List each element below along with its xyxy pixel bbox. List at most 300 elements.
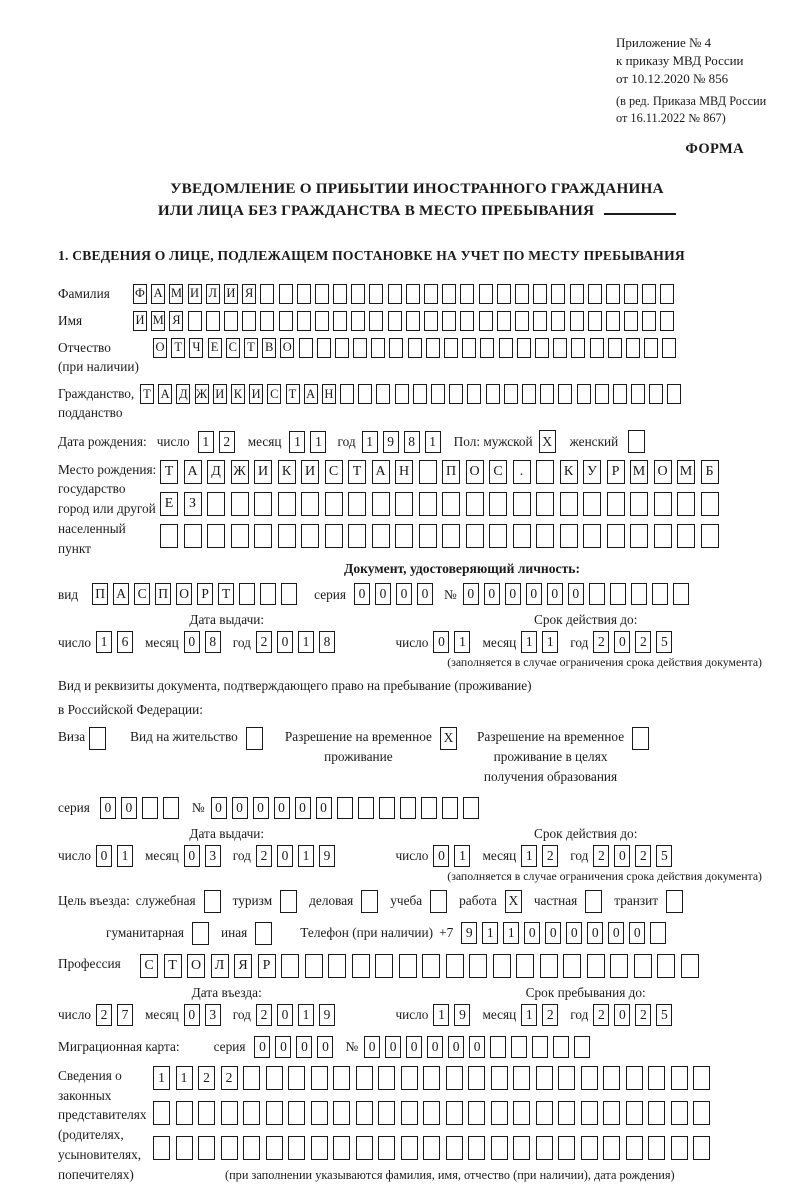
char-cell[interactable]: И — [254, 460, 272, 484]
char-cell[interactable] — [281, 583, 297, 605]
char-cell[interactable] — [553, 1036, 569, 1058]
char-cell[interactable]: 9 — [319, 845, 335, 867]
char-cell[interactable] — [358, 384, 372, 404]
char-cell[interactable]: 0 — [364, 1036, 380, 1058]
char-cell[interactable]: 0 — [614, 845, 630, 867]
char-cell[interactable] — [660, 284, 674, 304]
char-cell[interactable]: 1 — [521, 845, 537, 867]
char-cell[interactable] — [401, 1066, 418, 1090]
char-cell[interactable] — [536, 1066, 553, 1090]
char-cell[interactable] — [423, 1136, 440, 1160]
char-cell[interactable] — [206, 311, 220, 331]
char-cell[interactable] — [648, 1066, 665, 1090]
char-cell[interactable]: М — [677, 460, 695, 484]
char-cell[interactable] — [671, 1136, 688, 1160]
char-cell[interactable] — [328, 954, 346, 978]
char-cell[interactable]: 0 — [505, 583, 521, 605]
char-cell[interactable] — [667, 384, 681, 404]
char-cell[interactable] — [375, 954, 393, 978]
char-cell[interactable]: 0 — [277, 845, 293, 867]
char-cell[interactable] — [207, 492, 225, 516]
char-cell[interactable] — [325, 524, 343, 548]
char-cell[interactable]: 7 — [117, 1004, 133, 1026]
char-cell[interactable] — [442, 797, 458, 819]
char-cell[interactable]: 1 — [176, 1066, 193, 1090]
char-cell[interactable] — [631, 583, 647, 605]
char-cell[interactable]: 0 — [469, 1036, 485, 1058]
char-cell[interactable] — [260, 284, 274, 304]
char-cell[interactable] — [424, 284, 438, 304]
char-cell[interactable] — [574, 1036, 590, 1058]
char-cell[interactable] — [184, 524, 202, 548]
char-cell[interactable] — [560, 492, 578, 516]
char-cell[interactable] — [479, 311, 493, 331]
char-cell[interactable]: 0 — [614, 631, 630, 653]
char-cell[interactable] — [231, 492, 249, 516]
char-cell[interactable]: С — [489, 460, 507, 484]
char-cell[interactable] — [260, 311, 274, 331]
char-cell[interactable]: Ч — [189, 338, 203, 358]
char-cell[interactable]: В — [262, 338, 276, 358]
char-cell[interactable]: 1 — [433, 1004, 449, 1026]
char-cell[interactable]: П — [442, 460, 460, 484]
char-cell[interactable] — [356, 1066, 373, 1090]
char-cell[interactable]: О — [280, 338, 294, 358]
char-cell[interactable]: 0 — [184, 1004, 200, 1026]
char-cell[interactable] — [583, 524, 601, 548]
char-cell[interactable] — [657, 954, 675, 978]
char-cell[interactable] — [570, 311, 584, 331]
char-cell[interactable] — [142, 797, 158, 819]
char-cell[interactable]: А — [184, 460, 202, 484]
char-cell[interactable] — [626, 1136, 643, 1160]
char-cell[interactable] — [644, 338, 658, 358]
char-cell[interactable] — [581, 1101, 598, 1125]
char-cell[interactable] — [654, 492, 672, 516]
char-cell[interactable]: Ж — [195, 384, 209, 404]
char-cell[interactable]: 0 — [375, 583, 391, 605]
char-cell[interactable] — [288, 1066, 305, 1090]
char-cell[interactable] — [462, 338, 476, 358]
char-cell[interactable] — [535, 338, 549, 358]
char-cell[interactable]: 0 — [526, 583, 542, 605]
char-cell[interactable] — [571, 338, 585, 358]
char-cell[interactable] — [553, 338, 567, 358]
char-cell[interactable]: 6 — [117, 631, 133, 653]
char-cell[interactable]: 0 — [568, 583, 584, 605]
char-cell[interactable]: 0 — [253, 797, 269, 819]
char-cell[interactable] — [315, 311, 329, 331]
char-cell[interactable] — [243, 1101, 260, 1125]
char-cell[interactable] — [581, 1136, 598, 1160]
char-cell[interactable]: К — [231, 384, 245, 404]
char-cell[interactable] — [421, 797, 437, 819]
char-cell[interactable]: П — [155, 583, 171, 605]
char-cell[interactable] — [595, 384, 609, 404]
char-cell[interactable]: Ф — [133, 284, 147, 304]
char-cell[interactable] — [515, 284, 529, 304]
option-temp-residence-checkbox[interactable]: X — [440, 727, 457, 750]
char-cell[interactable] — [551, 311, 565, 331]
char-cell[interactable] — [442, 492, 460, 516]
char-cell[interactable]: 0 — [463, 583, 479, 605]
char-cell[interactable]: Р — [607, 460, 625, 484]
char-cell[interactable] — [603, 1136, 620, 1160]
char-cell[interactable]: 1 — [425, 431, 441, 453]
char-cell[interactable] — [254, 492, 272, 516]
char-cell[interactable] — [486, 384, 500, 404]
char-cell[interactable]: 1 — [298, 845, 314, 867]
char-cell[interactable] — [588, 284, 602, 304]
char-cell[interactable]: . — [513, 460, 531, 484]
char-cell[interactable]: 1 — [362, 431, 378, 453]
char-cell[interactable] — [701, 524, 719, 548]
char-cell[interactable]: 2 — [256, 631, 272, 653]
char-cell[interactable]: 0 — [433, 631, 449, 653]
char-cell[interactable] — [551, 284, 565, 304]
char-cell[interactable]: 2 — [542, 845, 558, 867]
char-cell[interactable]: 5 — [656, 1004, 672, 1026]
purpose-other-checkbox[interactable] — [255, 922, 272, 945]
char-cell[interactable] — [353, 338, 367, 358]
char-cell[interactable] — [603, 1066, 620, 1090]
char-cell[interactable] — [224, 311, 238, 331]
option-visa-checkbox[interactable] — [89, 727, 106, 750]
char-cell[interactable] — [558, 1101, 575, 1125]
char-cell[interactable] — [446, 1101, 463, 1125]
char-cell[interactable] — [372, 524, 390, 548]
char-cell[interactable] — [335, 338, 349, 358]
char-cell[interactable]: 2 — [96, 1004, 112, 1026]
char-cell[interactable] — [466, 524, 484, 548]
char-cell[interactable] — [515, 311, 529, 331]
char-cell[interactable] — [311, 1136, 328, 1160]
char-cell[interactable] — [517, 338, 531, 358]
char-cell[interactable] — [624, 311, 638, 331]
char-cell[interactable] — [626, 338, 640, 358]
char-cell[interactable]: 0 — [587, 922, 603, 944]
char-cell[interactable]: 2 — [635, 631, 651, 653]
char-cell[interactable]: 1 — [298, 631, 314, 653]
char-cell[interactable] — [446, 1136, 463, 1160]
char-cell[interactable] — [423, 1066, 440, 1090]
char-cell[interactable] — [333, 1101, 350, 1125]
char-cell[interactable]: 2 — [542, 1004, 558, 1026]
char-cell[interactable]: 5 — [656, 845, 672, 867]
char-cell[interactable]: 0 — [277, 1004, 293, 1026]
char-cell[interactable] — [626, 1101, 643, 1125]
char-cell[interactable] — [266, 1136, 283, 1160]
purpose-business-checkbox[interactable] — [361, 890, 378, 913]
char-cell[interactable]: 1 — [153, 1066, 170, 1090]
char-cell[interactable] — [610, 583, 626, 605]
char-cell[interactable]: И — [133, 311, 147, 331]
char-cell[interactable] — [626, 1066, 643, 1090]
char-cell[interactable] — [630, 492, 648, 516]
char-cell[interactable]: О — [466, 460, 484, 484]
char-cell[interactable]: Я — [234, 954, 252, 978]
char-cell[interactable] — [489, 524, 507, 548]
char-cell[interactable] — [540, 954, 558, 978]
char-cell[interactable]: 0 — [184, 845, 200, 867]
char-cell[interactable] — [422, 954, 440, 978]
sex-female-checkbox[interactable] — [628, 430, 645, 453]
char-cell[interactable] — [288, 1101, 305, 1125]
char-cell[interactable] — [297, 284, 311, 304]
char-cell[interactable] — [536, 460, 554, 484]
char-cell[interactable]: 8 — [205, 631, 221, 653]
char-cell[interactable]: 0 — [629, 922, 645, 944]
purpose-private-checkbox[interactable] — [585, 890, 602, 913]
char-cell[interactable] — [662, 338, 676, 358]
char-cell[interactable] — [401, 1101, 418, 1125]
char-cell[interactable]: О — [187, 954, 205, 978]
char-cell[interactable]: А — [304, 384, 318, 404]
char-cell[interactable] — [389, 338, 403, 358]
char-cell[interactable]: 0 — [100, 797, 116, 819]
char-cell[interactable] — [153, 1136, 170, 1160]
char-cell[interactable] — [279, 311, 293, 331]
char-cell[interactable] — [333, 1136, 350, 1160]
char-cell[interactable]: 9 — [383, 431, 399, 453]
char-cell[interactable]: И — [188, 284, 202, 304]
char-cell[interactable]: 1 — [289, 431, 305, 453]
char-cell[interactable] — [358, 797, 374, 819]
char-cell[interactable] — [613, 384, 627, 404]
char-cell[interactable] — [278, 524, 296, 548]
char-cell[interactable] — [491, 1101, 508, 1125]
char-cell[interactable] — [376, 384, 390, 404]
char-cell[interactable] — [497, 284, 511, 304]
char-cell[interactable]: Т — [171, 338, 185, 358]
char-cell[interactable] — [231, 524, 249, 548]
char-cell[interactable]: 0 — [396, 583, 412, 605]
char-cell[interactable] — [677, 492, 695, 516]
char-cell[interactable]: 0 — [448, 1036, 464, 1058]
char-cell[interactable] — [378, 1066, 395, 1090]
char-cell[interactable]: 2 — [635, 1004, 651, 1026]
char-cell[interactable] — [333, 311, 347, 331]
char-cell[interactable]: С — [226, 338, 240, 358]
char-cell[interactable]: 0 — [524, 922, 540, 944]
char-cell[interactable] — [504, 384, 518, 404]
char-cell[interactable] — [299, 338, 313, 358]
char-cell[interactable]: Т — [286, 384, 300, 404]
char-cell[interactable]: Л — [206, 284, 220, 304]
char-cell[interactable]: Т — [140, 384, 154, 404]
char-cell[interactable]: 0 — [254, 1036, 270, 1058]
char-cell[interactable] — [608, 338, 622, 358]
char-cell[interactable] — [513, 492, 531, 516]
char-cell[interactable] — [463, 797, 479, 819]
char-cell[interactable] — [207, 524, 225, 548]
sex-male-checkbox[interactable]: X — [539, 430, 556, 453]
char-cell[interactable]: А — [158, 384, 172, 404]
char-cell[interactable] — [603, 1101, 620, 1125]
char-cell[interactable] — [348, 524, 366, 548]
char-cell[interactable] — [395, 524, 413, 548]
purpose-study-checkbox[interactable] — [430, 890, 447, 913]
char-cell[interactable] — [356, 1101, 373, 1125]
char-cell[interactable] — [479, 284, 493, 304]
char-cell[interactable] — [693, 1066, 710, 1090]
option-residence-permit-checkbox[interactable] — [246, 727, 263, 750]
char-cell[interactable] — [648, 1101, 665, 1125]
char-cell[interactable] — [153, 1101, 170, 1125]
char-cell[interactable]: 1 — [198, 431, 214, 453]
char-cell[interactable] — [340, 384, 354, 404]
char-cell[interactable]: 1 — [454, 631, 470, 653]
char-cell[interactable]: 3 — [205, 845, 221, 867]
char-cell[interactable] — [426, 338, 440, 358]
char-cell[interactable]: 1 — [310, 431, 326, 453]
option-temp-residence-education-checkbox[interactable] — [632, 727, 649, 750]
char-cell[interactable]: 0 — [545, 922, 561, 944]
char-cell[interactable] — [631, 384, 645, 404]
char-cell[interactable] — [198, 1101, 215, 1125]
char-cell[interactable] — [589, 583, 605, 605]
char-cell[interactable] — [176, 1101, 193, 1125]
char-cell[interactable] — [607, 524, 625, 548]
char-cell[interactable] — [536, 524, 554, 548]
char-cell[interactable]: 0 — [316, 797, 332, 819]
char-cell[interactable]: 8 — [319, 631, 335, 653]
char-cell[interactable] — [446, 1066, 463, 1090]
char-cell[interactable] — [511, 1036, 527, 1058]
char-cell[interactable] — [491, 1136, 508, 1160]
char-cell[interactable] — [278, 492, 296, 516]
char-cell[interactable]: 3 — [205, 1004, 221, 1026]
char-cell[interactable] — [243, 1066, 260, 1090]
purpose-official-checkbox[interactable] — [204, 890, 221, 913]
char-cell[interactable] — [369, 311, 383, 331]
char-cell[interactable] — [522, 384, 536, 404]
char-cell[interactable]: 0 — [427, 1036, 443, 1058]
char-cell[interactable]: 0 — [614, 1004, 630, 1026]
char-cell[interactable] — [400, 797, 416, 819]
char-cell[interactable] — [491, 1066, 508, 1090]
char-cell[interactable]: 2 — [593, 1004, 609, 1026]
char-cell[interactable] — [408, 338, 422, 358]
char-cell[interactable] — [480, 338, 494, 358]
char-cell[interactable] — [460, 311, 474, 331]
char-cell[interactable]: Л — [211, 954, 229, 978]
char-cell[interactable] — [379, 797, 395, 819]
char-cell[interactable]: 2 — [198, 1066, 215, 1090]
char-cell[interactable]: У — [583, 460, 601, 484]
char-cell[interactable] — [624, 284, 638, 304]
char-cell[interactable] — [469, 954, 487, 978]
char-cell[interactable] — [460, 284, 474, 304]
char-cell[interactable]: 9 — [319, 1004, 335, 1026]
char-cell[interactable] — [369, 284, 383, 304]
char-cell[interactable]: Я — [242, 284, 256, 304]
char-cell[interactable] — [649, 384, 663, 404]
char-cell[interactable] — [406, 284, 420, 304]
purpose-tourism-checkbox[interactable] — [280, 890, 297, 913]
char-cell[interactable]: К — [560, 460, 578, 484]
char-cell[interactable]: Н — [395, 460, 413, 484]
char-cell[interactable]: Т — [348, 460, 366, 484]
char-cell[interactable] — [311, 1101, 328, 1125]
char-cell[interactable]: 1 — [298, 1004, 314, 1026]
char-cell[interactable] — [160, 524, 178, 548]
char-cell[interactable] — [419, 460, 437, 484]
char-cell[interactable] — [188, 311, 202, 331]
char-cell[interactable] — [558, 1136, 575, 1160]
char-cell[interactable] — [333, 1066, 350, 1090]
char-cell[interactable]: 1 — [117, 845, 133, 867]
char-cell[interactable] — [239, 583, 255, 605]
char-cell[interactable]: П — [92, 583, 108, 605]
char-cell[interactable] — [634, 954, 652, 978]
char-cell[interactable] — [536, 1101, 553, 1125]
char-cell[interactable] — [442, 524, 460, 548]
char-cell[interactable]: Е — [208, 338, 222, 358]
char-cell[interactable] — [583, 492, 601, 516]
char-cell[interactable] — [388, 284, 402, 304]
char-cell[interactable] — [493, 954, 511, 978]
char-cell[interactable]: 0 — [184, 631, 200, 653]
char-cell[interactable]: И — [224, 284, 238, 304]
char-cell[interactable]: Р — [197, 583, 213, 605]
char-cell[interactable] — [305, 954, 323, 978]
char-cell[interactable] — [652, 583, 668, 605]
char-cell[interactable] — [563, 954, 581, 978]
char-cell[interactable]: 9 — [454, 1004, 470, 1026]
char-cell[interactable]: 2 — [256, 845, 272, 867]
char-cell[interactable] — [513, 1101, 530, 1125]
char-cell[interactable]: 2 — [635, 845, 651, 867]
char-cell[interactable] — [513, 1066, 530, 1090]
char-cell[interactable] — [311, 1066, 328, 1090]
char-cell[interactable] — [378, 1136, 395, 1160]
char-cell[interactable]: М — [169, 284, 183, 304]
char-cell[interactable] — [570, 284, 584, 304]
char-cell[interactable] — [466, 492, 484, 516]
char-cell[interactable] — [536, 492, 554, 516]
char-cell[interactable] — [419, 492, 437, 516]
char-cell[interactable] — [693, 1101, 710, 1125]
char-cell[interactable] — [431, 384, 445, 404]
char-cell[interactable] — [356, 1136, 373, 1160]
char-cell[interactable] — [468, 1066, 485, 1090]
char-cell[interactable] — [533, 311, 547, 331]
char-cell[interactable] — [378, 1101, 395, 1125]
char-cell[interactable] — [533, 284, 547, 304]
char-cell[interactable] — [288, 1136, 305, 1160]
char-cell[interactable]: Я — [169, 311, 183, 331]
char-cell[interactable] — [221, 1101, 238, 1125]
char-cell[interactable]: 2 — [256, 1004, 272, 1026]
char-cell[interactable]: 1 — [542, 631, 558, 653]
char-cell[interactable]: 0 — [566, 922, 582, 944]
char-cell[interactable] — [642, 311, 656, 331]
char-cell[interactable]: О — [176, 583, 192, 605]
char-cell[interactable] — [315, 284, 329, 304]
char-cell[interactable] — [648, 1136, 665, 1160]
char-cell[interactable]: З — [184, 492, 202, 516]
char-cell[interactable] — [677, 524, 695, 548]
char-cell[interactable] — [671, 1066, 688, 1090]
char-cell[interactable] — [540, 384, 554, 404]
char-cell[interactable]: 0 — [211, 797, 227, 819]
char-cell[interactable]: И — [213, 384, 227, 404]
char-cell[interactable] — [673, 583, 689, 605]
char-cell[interactable] — [442, 311, 456, 331]
char-cell[interactable]: Н — [322, 384, 336, 404]
char-cell[interactable]: Ж — [231, 460, 249, 484]
